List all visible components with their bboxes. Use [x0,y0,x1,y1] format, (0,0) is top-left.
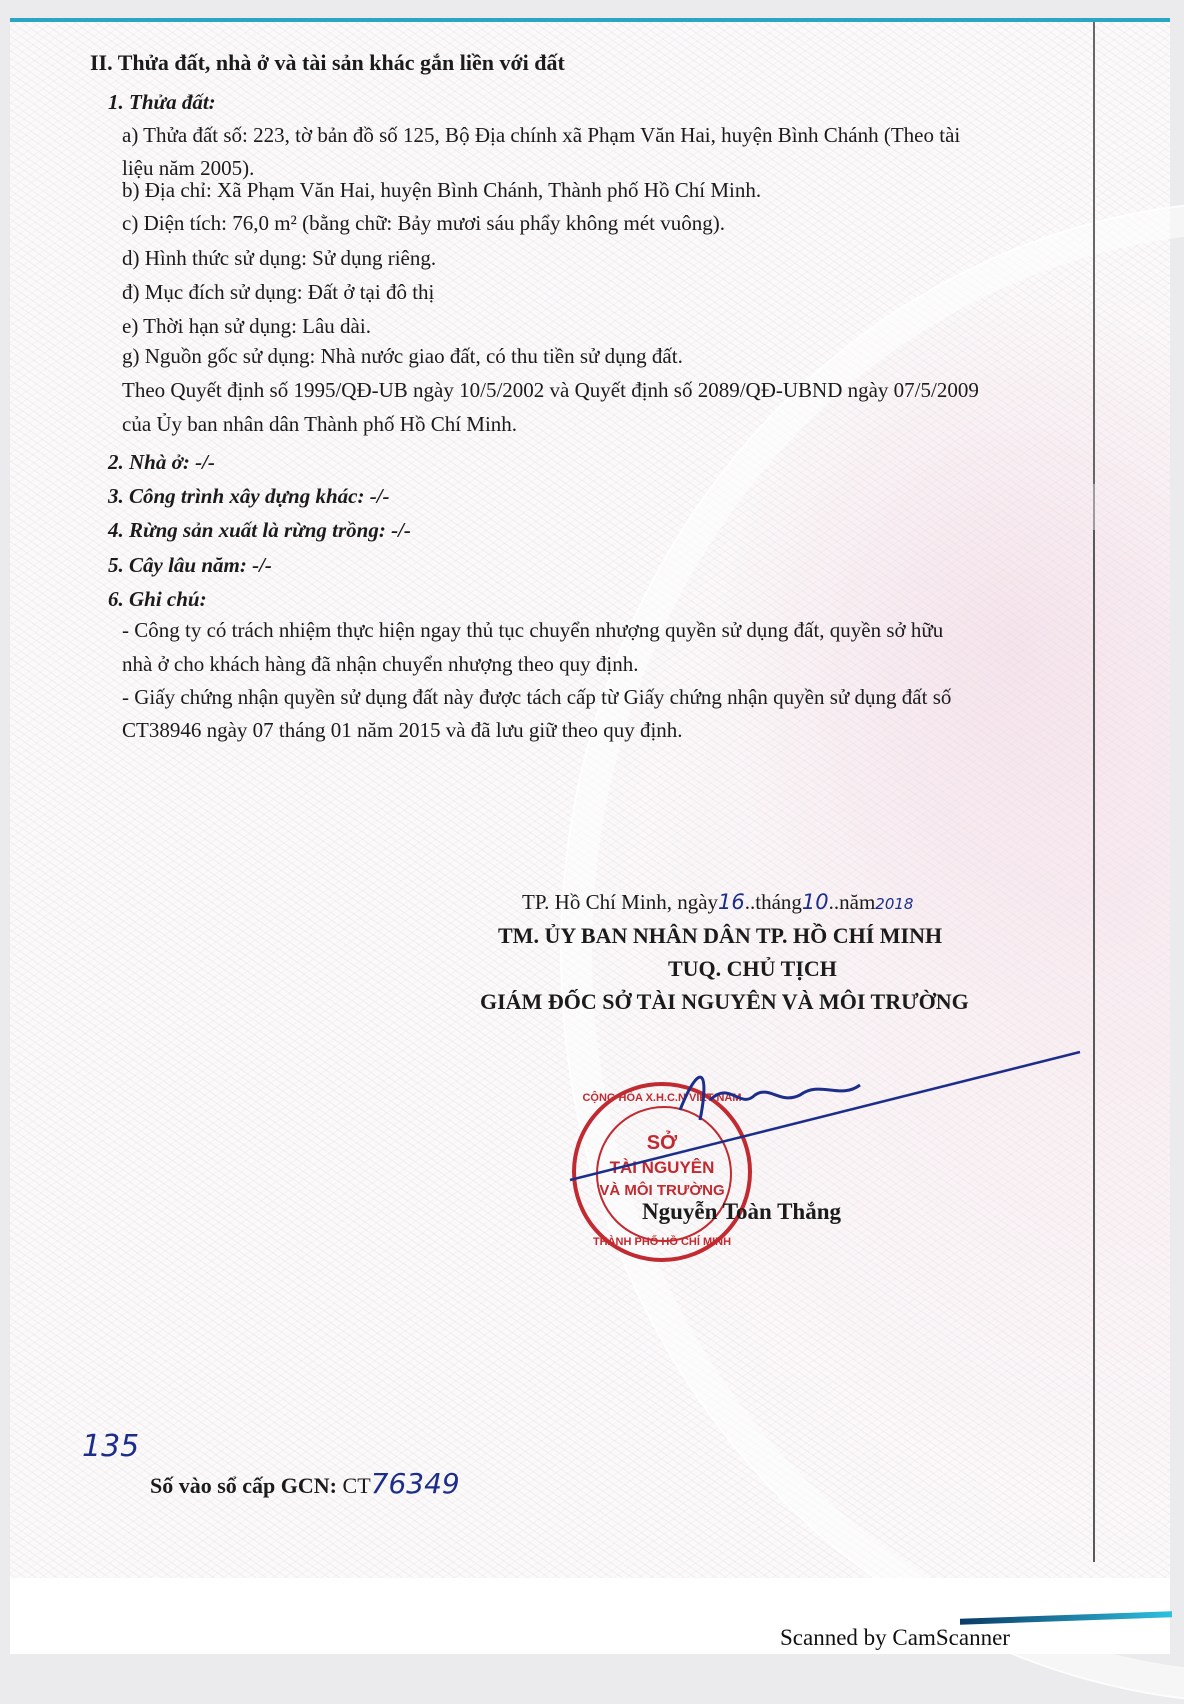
date-day: 16 [718,890,745,914]
date-year: 2018 [875,895,914,913]
note1-line2: nhà ở cho khách hàng đã nhận chuyển nhượng theo quy định. [122,652,639,676]
authority-line1: TM. ỦY BAN NHÂN DÂN TP. HỒ CHÍ MINH [498,923,943,948]
plot-address: b) Địa chỉ: Xã Phạm Văn Hai, huyện Bình Chánh, Thành phố Hồ Chí Minh. [122,178,762,202]
section-title: II. Thửa đất, nhà ở và tài sản khác gắn liền với đất [90,50,565,75]
date-month: 10 [801,890,829,914]
month-prefix: ..tháng [744,890,802,914]
note2-line2: CT38946 ngày 07 tháng 01 năm 2015 và đã lưu giữ theo quy định. [122,718,683,742]
item-perennial-trees: 5. Cây lâu năm: -/- [108,553,272,577]
registry-number [150,1467,460,1500]
stamp-center-3: VÀ MÔI TRƯỜNG [599,1182,725,1199]
item-notes-heading: 6. Ghi chú: [108,587,207,611]
year-prefix: ..năm [828,890,876,914]
plot-number-line1: a) Thửa đất số: 223, tờ bản đồ số 125, Bộ Địa chính xã Phạm Văn Hai, huyện Bình Chánh (Theo tài [122,123,961,147]
fold-line [1093,22,1095,1562]
plot-area: c) Diện tích: 76,0 m² (bằng chữ: Bảy mươi sáu phẩy không mét vuông). [122,211,725,235]
item-production-forest: 4. Rừng sản xuất là rừng trồng: -/- [108,518,411,542]
use-purpose: đ) Mục đích sử dụng: Đất ở tại đô thị [122,280,435,304]
item-other-construction: 3. Công trình xây dựng khác: -/- [108,484,390,508]
registry-label: Số vào sổ cấp GCN: [150,1473,338,1498]
signature-stroke [560,1040,1100,1190]
stamp-ring-top: CỘNG HÒA X.H.C.N VIỆT NAM [582,1092,742,1104]
handwritten-note: 135 [82,1429,140,1464]
note2-line1: - Giấy chứng nhận quyền sử dụng đất này được tách cấp từ Giấy chứng nhận quyền sử dụng đất số [122,685,952,709]
use-form: d) Hình thức sử dụng: Sử dụng riêng. [122,246,437,270]
use-origin: g) Nguồn gốc sử dụng: Nhà nước giao đất, có thu tiền sử dụng đất. [122,344,683,368]
note1-line1: - Công ty có trách nhiệm thực hiện ngay thủ tục chuyển nhượng quyền sử dụng đất, quyền sở hữu [122,618,944,642]
authority-line2: TUQ. CHỦ TỊCH [668,956,837,981]
land-plot-heading: 1. Thửa đất: [108,90,216,114]
place-prefix: TP. Hồ Chí Minh, ngày [522,890,719,914]
stamp-center-1: SỞ [646,1132,678,1154]
item-house: 2. Nhà ở: -/- [108,450,215,474]
use-term: e) Thời hạn sử dụng: Lâu dài. [122,314,371,338]
camscanner-watermark: Scanned by CamScanner [780,1625,1010,1650]
stamp-center-2: TÀI NGUYÊN [609,1158,715,1177]
authority-line3: GIÁM ĐỐC SỞ TÀI NGUYÊN VÀ MÔI TRƯỜNG [480,989,969,1014]
registry-prefix: CT [342,1473,371,1498]
place-date [522,892,913,913]
decision-line2: của Ủy ban nhân dân Thành phố Hồ Chí Minh. [122,412,518,436]
signer-name: Nguyễn Toàn Thắng [642,1199,842,1224]
stamp-ring-bottom: THÀNH PHỐ HỒ CHÍ MINH [592,1236,732,1248]
registry-handwritten-number: 76349 [370,1467,460,1500]
decision-line1: Theo Quyết định số 1995/QĐ-UB ngày 10/5/2002 và Quyết định số 2089/QĐ-UBND ngày 07/5/2009 [122,378,979,402]
plot-number-line2: liệu năm 2005). [122,156,255,180]
